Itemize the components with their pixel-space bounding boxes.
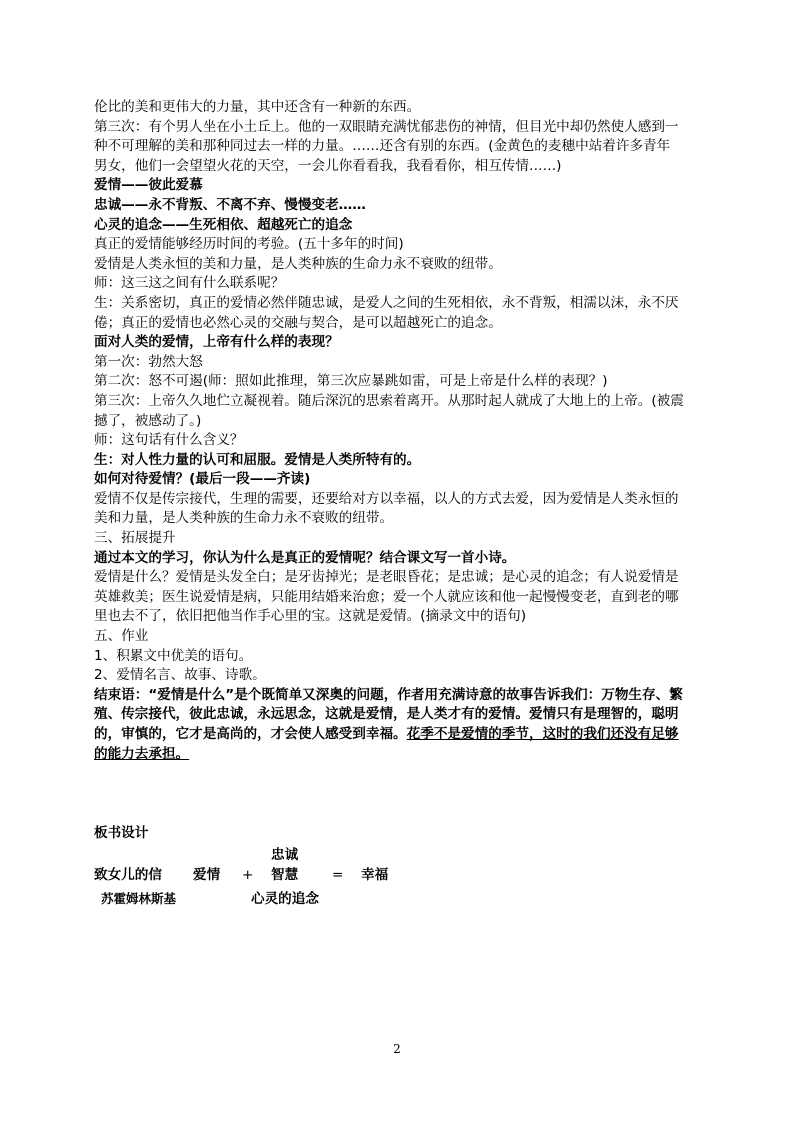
board-heading: 板书设计 xyxy=(94,825,149,841)
text-line: 男女，他们一会望望火花的天空，一会儿你看看我，我看看你，相互传情……) xyxy=(94,157,562,174)
text-line: 2、爱情名言、故事、诗歌。 xyxy=(94,667,266,684)
conclusion-text: 的，审慎的，它才是高尚的，才会使人感受到幸福。 xyxy=(94,726,407,742)
text-line: 真正的爱情能够经历时间的考验。(五十多年的时间) xyxy=(94,236,404,253)
board-equals: = xyxy=(332,867,344,883)
text-line: 爱情是人类永恒的美和力量，是人类种族的生命力永不衰败的纽带。 xyxy=(94,255,502,272)
board-title: 致女儿的信 xyxy=(94,867,162,883)
text-line: 第三次：有个男人坐在小土丘上。他的一双眼睛充满忧郁悲伤的神情，但目光中却仍然使人感到一 xyxy=(94,118,679,135)
document-body xyxy=(94,98,706,764)
board-author: 苏霍姆林斯基 xyxy=(101,891,177,906)
conclusion-line: 殖、传宗接代，彼此忠诚，永远思念，这就是爱情，是人类才有的爱情。爱情只有是理智的，聪明 xyxy=(94,706,679,723)
bold-heading: 心灵的追念——生死相依、超越死亡的追念 xyxy=(94,216,353,233)
underlined-text: 花季不是爱情的季节，这时的我们还没有足够 xyxy=(406,726,679,742)
conclusion-line: 结束语：“爱情是什么”是个既简单又深奥的问题，作者用充满诗意的故事告诉我们：万物生存、繁 xyxy=(94,686,683,703)
conclusion-line xyxy=(94,725,706,745)
text-line: 1、积累文中优美的语句。 xyxy=(94,647,253,664)
section-heading: 三、拓展提升 xyxy=(94,530,176,547)
text-line: 撼了，被感动了。) xyxy=(94,412,202,429)
board-loyalty: 忠诚 xyxy=(271,847,299,863)
page-number: 2 xyxy=(393,1042,401,1056)
board-love: 爱情 xyxy=(193,867,221,883)
bold-heading: 爱情——彼此爱慕 xyxy=(94,177,203,194)
text-line: 生：关系密切，真正的爱情必然伴随忠诚，是爱人之间的生死相依，永不背叛，相濡以沫，永不厌 xyxy=(94,294,679,311)
text-line: 伦比的美和更伟大的力量，其中还含有一种新的东西。 xyxy=(94,99,421,115)
text-line: 第三次：上帝久久地伫立凝视着。随后深沉的思索着离开。从那时起人就成了大地上的上帝。(被震 xyxy=(94,392,684,409)
bold-heading: 通过本文的学习，你认为什么是真正的爱情呢？结合课文写一首小诗。 xyxy=(94,549,516,566)
bold-heading: 生：对人性力量的认可和屈服。爱情是人类所特有的。 xyxy=(94,451,421,468)
text-line: 师：这三这之间有什么联系呢？ xyxy=(94,275,285,292)
board-plus: + xyxy=(242,867,254,883)
board-wisdom: 智慧 xyxy=(271,867,299,883)
text-line: 爱情是什么？爱情是头发全白；是牙齿掉光；是老眼昏花；是忠诚；是心灵的追念；有人说爱情是 xyxy=(94,569,679,586)
text-line: 第二次：怒不可遏(师：照如此推理，第三次应暴跳如雷，可是上帝是什么样的表现？) xyxy=(94,373,608,390)
text-line: 师：这句话有什么含义？ xyxy=(94,432,244,449)
section-heading: 五、作业 xyxy=(94,628,149,645)
bold-heading: 忠诚——永不背叛、不离不弃、慢慢变老…… xyxy=(94,196,366,213)
board-soul: 心灵的追念 xyxy=(251,891,319,907)
board-happiness: 幸福 xyxy=(361,867,389,883)
text-line: 种不可理解的美和那种同过去一样的力量。……还含有别的东西。(金黄色的麦穗中站着许多青年 xyxy=(94,138,671,155)
bold-heading: 如何对待爱情？(最后一段——齐读) xyxy=(94,471,311,488)
text-line: 里也去不了，依旧把他当作手心里的宝。这就是爱情。(摘录文中的语句) xyxy=(94,608,527,625)
underlined-text: 的能力去承担。 xyxy=(94,745,190,762)
text-line: 倦；真正的爱情也必然心灵的交融与契合，是可以超越死亡的追念。 xyxy=(94,314,502,331)
conclusion-line xyxy=(94,745,706,765)
text-line: 第一次：勃然大怒 xyxy=(94,353,203,370)
board-design xyxy=(94,824,706,914)
bold-heading: 面对人类的爱情，上帝有什么样的表现？ xyxy=(94,334,339,351)
text-line: 英雄救美；医生说爱情是病，只能用结婚来治愈；爱一个人就应该和他一起慢慢变老，直到老的哪 xyxy=(94,588,679,605)
text-line: 美和力量，是人类种族的生命力永不衰败的纽带。 xyxy=(94,510,394,527)
text-line: 爱情不仅是传宗接代，生理的需要，还要给对方以幸福，以人的方式去爱，因为爱情是人类永恒的 xyxy=(94,490,679,507)
